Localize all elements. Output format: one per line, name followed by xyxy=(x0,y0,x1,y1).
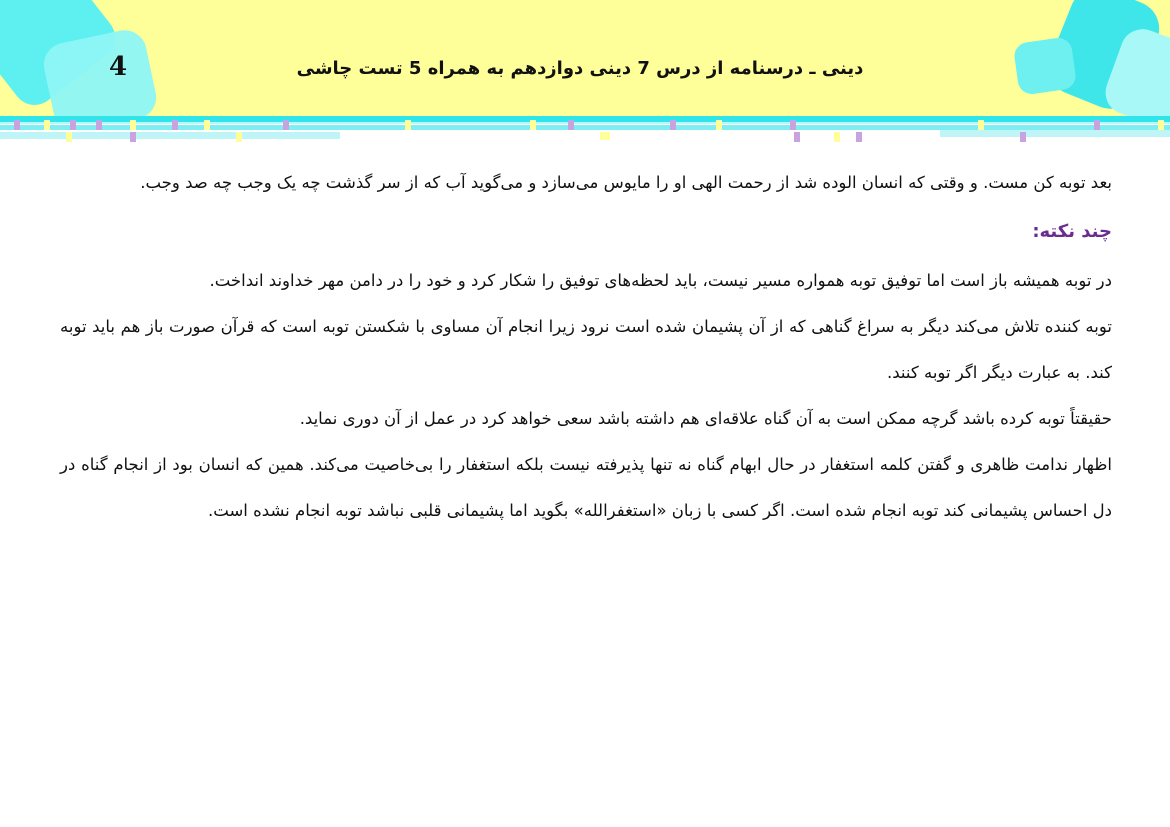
page-header xyxy=(0,0,1170,116)
header-title: دینی ـ درسنامه از درس 7 دینی دوازدهم به همراه 5 تست چاشی xyxy=(296,58,864,79)
document-body xyxy=(60,160,1112,534)
decorative-shape xyxy=(1013,36,1078,96)
paragraph: اظهار ندامت ظاهری و گفتن کلمه استغفار در حال ابهام گناه نه تنها پذیرفته نیست بلکه استغفار را بی‌خاصیت می‌کند. همین که انسان بود از انجام گناه در دل احساس پشیمانی کند توبه انجام شده است. اگر کسی با زبان «استغفرالله» بگوید اما پشیمانی قلبی نباشد توبه انجام نشده است. xyxy=(60,455,1112,520)
paragraph: توبه کننده تلاش می‌کند دیگر به سراغ گناهی که از آن پشیمان شده است نرود زیرا انجام آن مساوی با شکستن توبه است که قرآن صورت باز هم باید توبه کند. به عبارت دیگر اگر توبه کنند. xyxy=(60,317,1112,382)
decorative-stripe-band xyxy=(0,116,1170,146)
paragraph: بعد توبه کن مست. و وقتی که انسان الوده شد از رحمت الهی او را مایوس می‌سازد و می‌گوید آب که از سر گذشت چه یک وجب چه صد وجب. xyxy=(140,173,1112,192)
page-number: 4 xyxy=(108,52,128,82)
section-heading: چند نکته: xyxy=(1032,221,1112,242)
paragraph: در توبه همیشه باز است اما توفیق توبه همواره مسیر نیست، باید لحظه‌های توفیق را شکار کرد و خود را در دامن مهر خداوند انداخت. xyxy=(209,271,1112,290)
paragraph: حقیقتاً توبه کرده باشد گرچه ممکن است به آن گناه علاقه‌ای هم داشته باشد سعی خواهد کرد در عمل از آن دوری نماید. xyxy=(299,409,1112,428)
